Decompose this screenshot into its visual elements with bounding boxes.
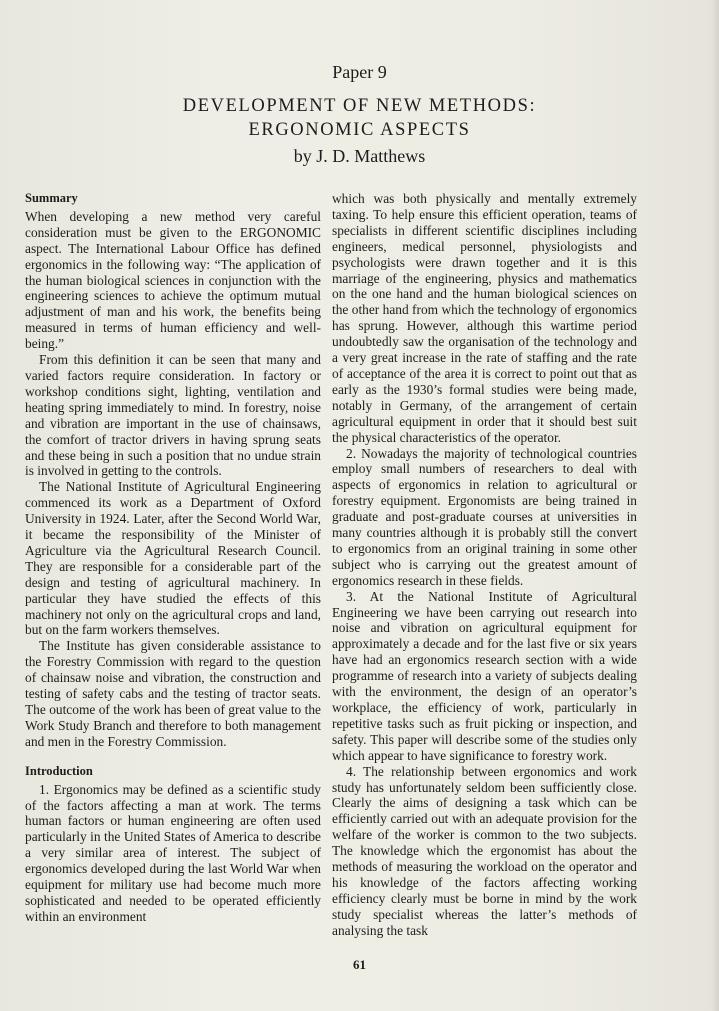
paper-label: Paper 9: [332, 62, 387, 82]
summary-paragraph-3: The National Institute of Agricultural Engineering commenced its work as a Department of Oxford University in 1924. Later, after the Second World War, it became the responsibility of the Minister of Agriculture via the Agricultural Research Council. They are responsible for a considerable part of the design and testing of agricultural machinery. In particular they have studied the effects of this machinery not only on the agricultural crops and land, but on the farm workers themselves.: [25, 479, 321, 638]
title-line-1: DEVELOPMENT OF NEW METHODS:: [182, 96, 537, 116]
introduction-heading: Introduction: [25, 763, 93, 778]
title-line-2: ERGONOMIC ASPECTS: [248, 120, 471, 140]
summary-paragraph-1: When developing a new method very careful consideration must be given to the ERGONOMIC aspect. The International Labour Office has defined ergonomics in the following way: “The application of the human biological sciences in conjunction with the engineering sciences to achieve the optimum mutual adjustment of man and his work, the benefits being measured in terms of human efficiency and well-being.”: [25, 208, 321, 352]
left-column: [25, 191, 321, 925]
author: by J. D. Matthews: [293, 146, 426, 166]
right-paragraph-continued: which was both physically and mentally extremely taxing. To help ensure this efficient operation, teams of specialists in different scientific disciplines including engineers, medical personnel, physiologists and psychologists were drawn together and it is this marriage of the engineering, physics and mathematics on the one hand and the human biological sciences on the other hand from which the technology of ergonomics has sprung. However, although this wartime period undoubtedly saw the organisation of the technology and a very great increase in the rate of staffing and the rate of acceptance of the area it is correct to point out that as early as the 1930’s formal studies were being made, notably in Germany, of the arrangement of certain agricultural equipment in order that it should best suit the physical characteristics of the operator.: [332, 191, 637, 445]
right-column: [332, 191, 637, 939]
introduction-paragraph-1: 1. Ergonomics may be defined as a scientific study of the factors affecting a man at work. The terms human factors or human engineering are often used particularly in the United States of America to describe a very similar area of interest. The subject of ergonomics developed during the last World War when equipment for military use had become much more sophisticated and needed to be operated efficiently within an environment: [25, 781, 321, 924]
right-paragraph-4: 4. The relationship between ergonomics and work study has unfortunately seldom been sufficiently close. Clearly the aims of designing a task which can be efficiently carried out with an adequate provision for the welfare of the worker is common to the two subjects. The knowledge which the ergonomist has about the methods of measuring the workload on the operator and his knowledge of the factors affecting working efficiency clearly must be borne in mind by the work study specialist whereas the latter’s methods of analysing the task: [332, 763, 637, 938]
summary-heading: Summary: [25, 191, 78, 205]
summary-paragraph-4: The Institute has given considerable assistance to the Forestry Commission with regard to the question of chainsaw noise and vibration, the construction and testing of safety cabs and the testing of tractor seats. The outcome of the work has been of great value to the Work Study Branch and therefore to both management and men in the Forestry Commission.: [25, 638, 321, 749]
summary-paragraph-2: From this definition it can be seen that many and varied factors require consideration. In factory or workshop conditions sight, lighting, ventilation and heating spring immediately to mind. In forestry, noise and vibration are important in the use of chainsaws, the comfort of tractor drivers in having sprung seats and these being in such a position that no undue strain is involved in getting to the controls.: [25, 352, 321, 479]
right-paragraph-3: 3. At the National Institute of Agricultural Engineering we have been carrying out research into noise and vibration on agricultural equipment for approximately a decade and for the last five or six years have had an ergonomics research section with a wide programme of research into a variety of subjects dealing with the environment, the design of an operator’s workplace, the efficiency of work, particularly in repetitive tasks such as fruit picking or inspection, and safety. This paper will describe some of the studies only which appear to have significance to forestry work.: [332, 588, 637, 763]
page-number: 61: [353, 957, 366, 972]
right-paragraph-2: 2. Nowadays the majority of technological countries employ small numbers of researchers to deal with aspects of ergonomics in relation to agricultural or forestry equipment. Ergonomists are being trained in graduate and post-graduate courses at universities in many countries although it is probably still the convert to ergonomics from an original training in some other subject who is carrying out the greatest amount of ergonomics research in these fields.: [332, 445, 637, 588]
section-gap: [25, 750, 321, 764]
